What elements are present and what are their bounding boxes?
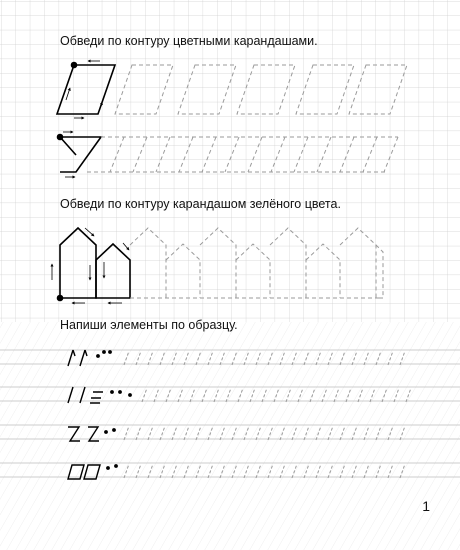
instruction-trace-colored: Обведи по контуру цветными карандашами. (60, 34, 318, 48)
slanted-lines-background (0, 322, 460, 550)
instruction-trace-green: Обведи по контуру карандашом зелёного цвета. (60, 197, 341, 211)
instruction-write-elements: Напиши элементы по образцу. (60, 318, 238, 332)
page-number: 1 (422, 498, 430, 514)
